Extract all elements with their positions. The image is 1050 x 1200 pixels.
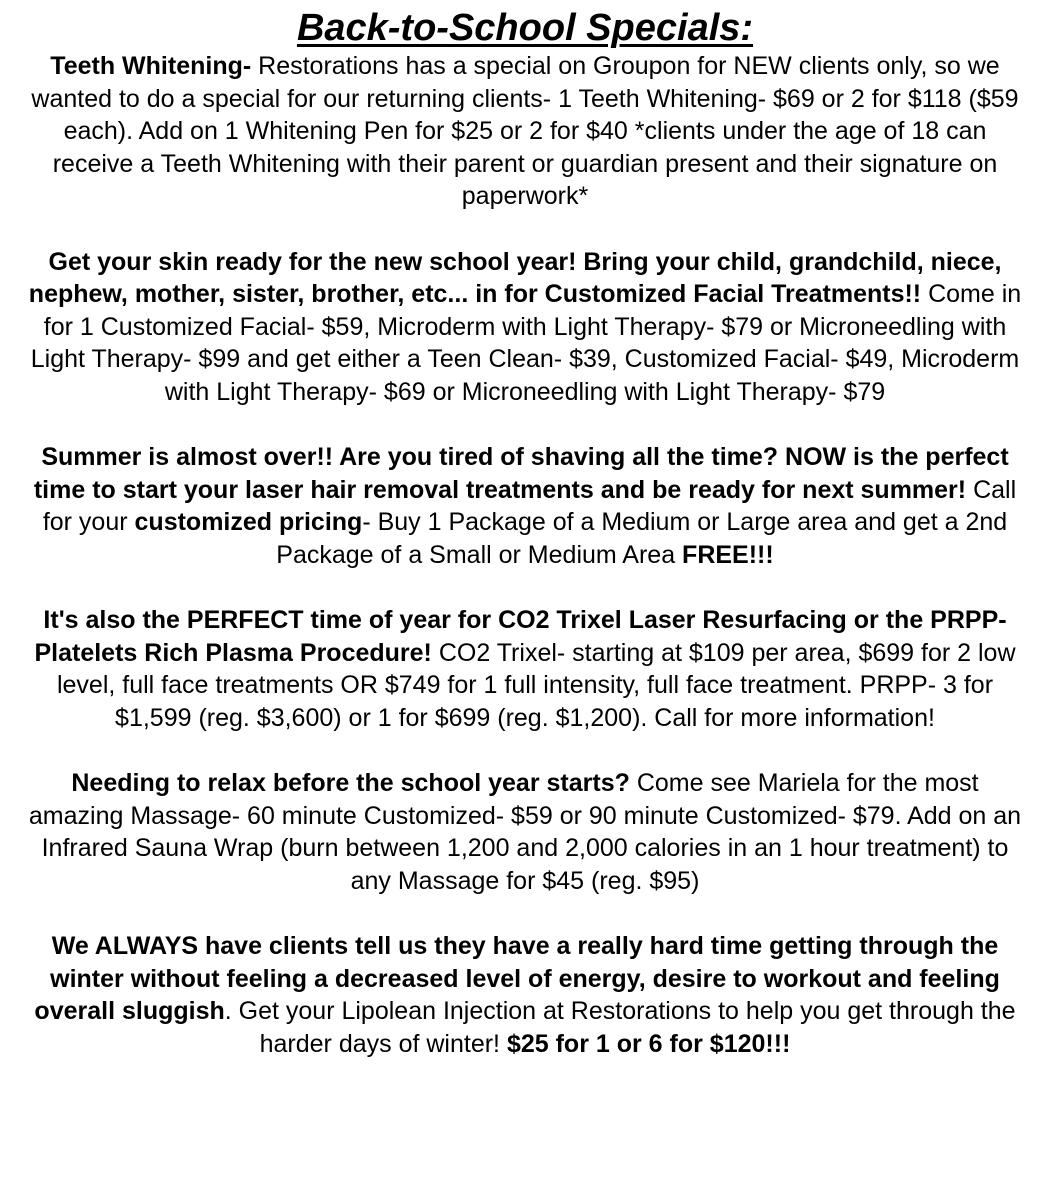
massage-section (22, 767, 1028, 897)
facial-body: Come in for 1 Customized Facial- $59, Microderm with Light Therapy- $79 or Microneedling with Light Therapy- $99 and get either a Teen Clean- $39, Customized Facial- $49, Microderm with Light Therapy- $69 or Microneedling with Light Therapy- $79 (30, 280, 1022, 406)
page-title: Back-to-School Specials: (296, 7, 754, 49)
teeth-whitening-body: Restorations has a special on Groupon for NEW clients only, so we wanted to do a special for our returning clients- 1 Teeth Whitening- $69 or 2 for $118 ($59 each). Add on 1 Whitening Pen for $25 or 2 for $40 (31, 52, 1019, 145)
laser-hair-removal-section (22, 441, 1028, 571)
co2-prpp-heading: It's also the PERFECT time of year for CO2 Trixel Laser Resurfacing or the PRPP- Platelets Rich Plasma Procedure! (34, 606, 1007, 667)
laser-hair-removal-heading: Summer is almost over!! Are you tired of shaving all the time? NOW is the perfect time to start your laser hair removal treatments and be ready for next summer! (33, 443, 1009, 504)
teeth-whitening-section (22, 50, 1028, 213)
lipolean-section (22, 930, 1028, 1060)
facial-heading: Get your skin ready for the new school year! Bring your child, grandchild, niece, nephew, mother, sister, brother, etc... in for Customized Facial Treatments!! (28, 247, 1002, 308)
co2-prpp-section (22, 604, 1028, 734)
lipolean-heading: We ALWAYS have clients tell us they have a really hard time getting through the winter without feeling a decreased level of energy, desire to workout and feeling overall sluggish (34, 932, 1000, 1025)
co2-prpp-body: CO2 Trixel- starting at $109 per area, $699 for 2 low level, full face treatments OR $749 for 1 full intensity, full face treatment. PRPP- 3 for $1,599 (reg. $3,600) or 1 for $699 (reg. $1,200). Call for more information! (56, 638, 1016, 732)
lipolean-body: . Get your Lipolean Injection at Restorations to help you get through the harder days of winter! (224, 997, 1016, 1058)
facial-section (22, 246, 1028, 409)
teeth-whitening-note: *clients under the age of 18 can receive a Teeth Whitening with their parent or guardian present and their signature on paperwork* (52, 117, 998, 210)
massage-body: Come see Mariela for the most amazing Massage- 60 minute Customized- $59 or 90 minute Customized- $79. Add on an Infrared Sauna Wrap (burn between 1,200 and 2,000 calories in an 1 hour treatment) to any Massage for $45 (reg. $95) (28, 769, 1022, 895)
laser-free-label: FREE!!! (682, 540, 774, 569)
massage-heading: Needing to relax before the school year starts? (71, 769, 630, 797)
laser-body-post: - Buy 1 Package of a Medium or Large area and get a 2nd Package of a Small or Medium Area (276, 508, 1008, 569)
laser-body-pre: Call for your (42, 475, 1017, 536)
lipolean-price: $25 for 1 or 6 for $120!!! (506, 1029, 791, 1058)
teeth-whitening-heading: Teeth Whitening- (50, 52, 252, 80)
customized-pricing-label: customized pricing (134, 508, 363, 536)
